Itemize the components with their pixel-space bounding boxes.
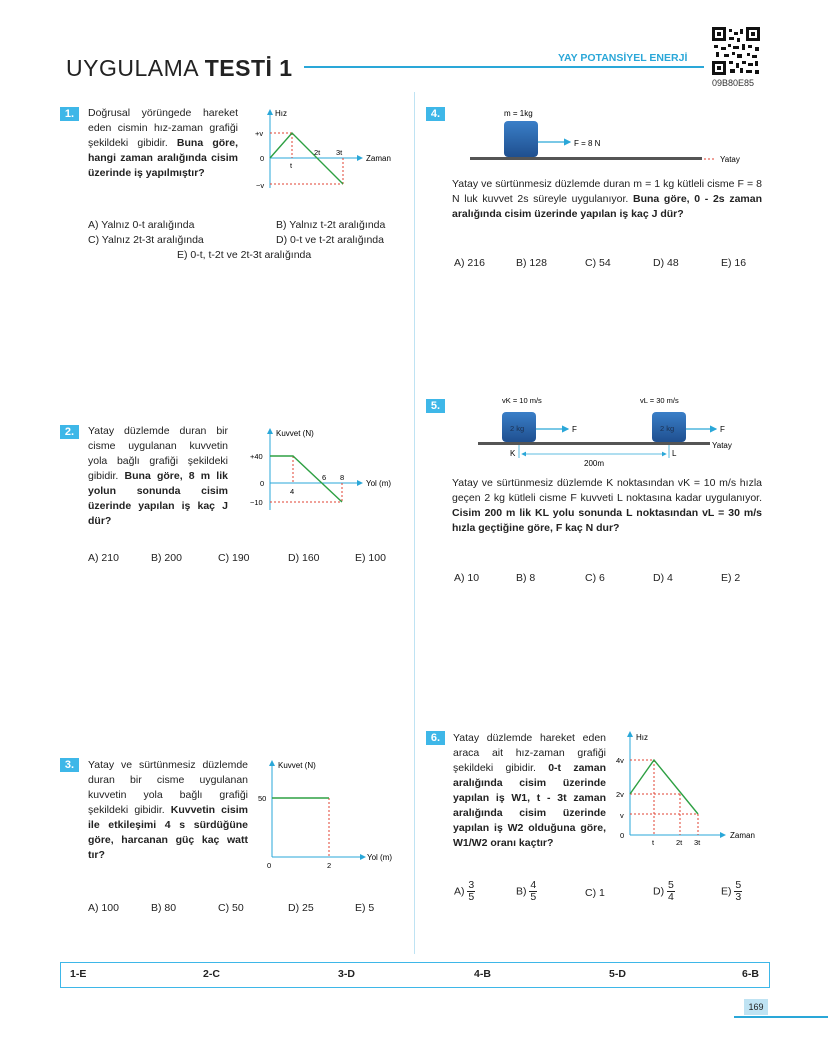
question-2-stem: Yatay düzlemde duran bir cisme uygulanan kuvvetin yola bağlı grafiği şekildeki gibidir.: [88, 425, 228, 482]
question-3-text: [88, 758, 248, 863]
q4-force-label: F = 8 N: [574, 139, 601, 148]
q1-option-b[interactable]: B) Yalnız t-2t aralığında: [276, 219, 386, 231]
question-1-stem: Doğrusal yörüngede hareket eden cismin hız-zaman grafiği şekildeki gibidir.: [88, 107, 238, 149]
q5-surface-label: Yatay: [712, 441, 732, 450]
q6-option-b[interactable]: B) $\frac{4}{5}$: [516, 879, 537, 903]
qr-code-icon[interactable]: [712, 27, 760, 75]
q2-tick-40: +40: [250, 452, 263, 461]
question-5-number: 5.: [426, 399, 445, 413]
q1-tick-plus-v: +v: [255, 129, 264, 138]
q5-surface: [478, 442, 710, 445]
q6-tick-2v: 2v: [616, 790, 624, 799]
q5-mass1-label: 2 kg: [510, 424, 525, 433]
q5-vl-label: vL = 30 m/s: [640, 396, 679, 405]
q6-option-e-label: E): [721, 885, 732, 898]
q6-option-a[interactable]: A) $\frac{3}{5}$: [454, 879, 475, 903]
answer-key-4: 4-B: [474, 968, 491, 980]
q1-option-c[interactable]: C) Yalnız 2t-3t aralığında: [88, 234, 204, 246]
q1-xlabel: Zaman: [366, 154, 391, 163]
page-number-rule: [734, 1016, 828, 1018]
q2-xlabel: Yol (m): [366, 479, 392, 488]
q2-option-a[interactable]: A) 210: [88, 552, 119, 564]
title-rule: [304, 66, 704, 68]
q2-force-line: [270, 456, 345, 502]
question-6-stem: Yatay düzlemde hareket eden araca ait hız-zaman grafiği şekildeki gibidir.: [453, 732, 606, 774]
q6-option-a-label: A): [454, 885, 465, 898]
q4-surface-label: Yatay: [720, 155, 740, 164]
answer-key-3: 3-D: [338, 968, 355, 980]
question-1-number: 1.: [60, 107, 79, 121]
q1-tick-t: t: [290, 161, 293, 170]
q6-tick-t: t: [652, 838, 655, 847]
q2-tick-4: 4: [290, 487, 295, 496]
q2-ylabel: Kuvvet (N): [276, 429, 314, 438]
q6-tick-0: 0: [620, 831, 625, 840]
q1-tick-2t: 2t: [314, 148, 321, 157]
q2-option-c[interactable]: C) 190: [218, 552, 250, 564]
q6-tick-v: v: [620, 811, 624, 820]
answer-key-6: 6-B: [742, 968, 759, 980]
q2-option-d[interactable]: D) 160: [288, 552, 320, 564]
q1-tick-3t: 3t: [336, 148, 343, 157]
answer-key-1: 1-E: [70, 968, 87, 980]
question-2-prompt: Buna göre, 8 m lik yolun sonunda cisim üzerinde yapılan iş kaç J dür?: [88, 470, 228, 527]
q4-block: [504, 121, 538, 157]
q1-ylabel: Hız: [275, 109, 287, 118]
q5-option-c[interactable]: C) 6: [585, 572, 605, 584]
title-bold: TESTİ 1: [204, 55, 293, 81]
question-3-prompt: Kuvvetin cisim ile etkileşimi 4 s sürdüğüne göre, harcanan güç kaç watt tır?: [88, 804, 248, 861]
q5-distance-label: 200m: [584, 459, 605, 468]
q3-tick-0: 0: [267, 861, 272, 870]
q4-option-b[interactable]: B) 128: [516, 257, 547, 269]
question-3-stem: Yatay ve sürtünmesiz düzlemde duran bir cisme uygulanan kuvvetin yola bağlı grafiği şekildeki gibidir.: [88, 759, 248, 816]
q3-tick-2: 2: [327, 861, 332, 870]
topic-label: YAY POTANSİYEL ENERJİ: [558, 52, 688, 64]
q5-option-a[interactable]: A) 10: [454, 572, 480, 584]
question-5-stem: Yatay ve sürtünmesiz düzlemde K noktasından vK = 10 m/s hızla geçen 2 kg kütleli cisme F kuvveti L noktasına kadar uygulanıyor.: [452, 477, 762, 504]
question-4-figure: [468, 104, 768, 166]
q6-option-d-label: D): [653, 885, 665, 898]
question-1-text: [88, 106, 238, 181]
q3-option-e[interactable]: E) 5: [355, 902, 375, 914]
question-4-prompt: Buna göre, 0 - 2s zaman aralığında cisim üzerinde yapılan iş kaç J dür?: [452, 193, 763, 220]
q5-option-e[interactable]: E) 2: [721, 572, 741, 584]
q3-option-c[interactable]: C) 50: [218, 902, 244, 914]
q6-tick-2t: 2t: [676, 838, 683, 847]
question-3-number: 3.: [60, 758, 79, 772]
q1-tick-minus-v: −v: [256, 181, 265, 190]
question-4-number: 4.: [426, 107, 445, 121]
question-3-graph: [255, 756, 405, 871]
q3-xlabel: Yol (m): [367, 853, 393, 862]
q1-option-a[interactable]: A) Yalnız 0-t aralığında: [88, 219, 195, 231]
q5-force-label-1: F: [572, 425, 577, 434]
q4-mass-label: m = 1kg: [504, 109, 533, 118]
q3-option-a[interactable]: A) 100: [88, 902, 119, 914]
column-divider: [414, 92, 415, 954]
q6-tick-4v: 4v: [616, 756, 624, 765]
question-4-text: [452, 177, 762, 222]
question-5-text: [452, 476, 762, 536]
q2-tick-8: 8: [340, 473, 345, 482]
q6-option-b-label: B): [516, 885, 527, 898]
q6-option-e[interactable]: E) $\frac{5}{3}$: [721, 879, 742, 903]
question-6-text: [453, 731, 606, 851]
q3-option-d[interactable]: D) 25: [288, 902, 314, 914]
q4-option-c[interactable]: C) 54: [585, 257, 611, 269]
q4-option-e[interactable]: E) 16: [721, 257, 747, 269]
q1-tick-zero: 0: [260, 154, 265, 163]
question-6-prompt: 0-t zaman aralığında cisim üzerinde yapılan iş W1, t - 3t zaman aralığında cisim üzerinde yapılan iş W2 olduğuna göre, W1/W2 oranı kaçtır?: [453, 762, 606, 849]
q3-ylabel: Kuvvet (N): [278, 761, 316, 770]
q5-l-label: L: [672, 449, 677, 458]
q6-option-d[interactable]: D) $\frac{5}{4}$: [653, 879, 674, 903]
question-1-graph: [252, 106, 402, 196]
q2-option-e[interactable]: E) 100: [355, 552, 386, 564]
q3-tick-50: 50: [258, 794, 267, 803]
q2-tick-6: 6: [322, 473, 327, 482]
page-number: 169: [744, 999, 768, 1015]
title-light: UYGULAMA: [66, 55, 198, 81]
answer-key-box: [60, 962, 770, 988]
q6-xlabel: Zaman: [730, 831, 755, 840]
q5-mass2-label: 2 kg: [660, 424, 675, 433]
q4-option-a[interactable]: A) 216: [454, 257, 485, 269]
qr-code-text: 09B80E85: [712, 78, 755, 88]
q2-tick-zero: 0: [260, 479, 265, 488]
question-5-figure: [476, 394, 766, 470]
q2-option-b[interactable]: B) 200: [151, 552, 182, 564]
q4-surface: [470, 157, 702, 160]
question-1-prompt: Buna göre, hangi zaman aralığında cisim üzerinde iş yapılmıştır?: [88, 137, 238, 179]
q5-vk-label: vK = 10 m/s: [502, 396, 542, 405]
answer-key-2: 2-C: [203, 968, 220, 980]
question-2-number: 2.: [60, 425, 79, 439]
question-5-prompt: Cisim 200 m lik KL yolu sonunda L noktasından vL = 30 m/s hızla geçtiğine göre, F kaç N dur?: [452, 507, 762, 534]
question-2-graph: [244, 424, 404, 514]
q6-option-c[interactable]: C) 1: [585, 887, 605, 899]
q3-option-b[interactable]: B) 80: [151, 902, 177, 914]
question-6-graph: [610, 728, 770, 850]
q1-option-d[interactable]: D) 0-t ve t-2t aralığında: [276, 234, 384, 246]
q6-velocity-line: [630, 760, 698, 814]
question-2-text: [88, 424, 228, 529]
page-title: [66, 55, 293, 82]
q1-option-e[interactable]: E) 0-t, t-2t ve 2t-3t aralığında: [177, 249, 312, 261]
q5-option-b[interactable]: B) 8: [516, 572, 536, 584]
q2-tick-minus-10: −10: [250, 498, 263, 507]
q6-ylabel: Hız: [636, 733, 648, 742]
q6-tick-3t: 3t: [694, 838, 701, 847]
q5-force-label-2: F: [720, 425, 725, 434]
q5-k-label: K: [510, 449, 516, 458]
q4-option-d[interactable]: D) 48: [653, 257, 679, 269]
answer-key-5: 5-D: [609, 968, 626, 980]
q5-option-d[interactable]: D) 4: [653, 572, 673, 584]
question-4-stem: Yatay ve sürtünmesiz düzlemde duran m = 1 kg kütleli cisme F = 8 N luk kuvvet 2s süreyle uygulanıyor.: [452, 178, 762, 205]
question-6-number: 6.: [426, 731, 445, 745]
